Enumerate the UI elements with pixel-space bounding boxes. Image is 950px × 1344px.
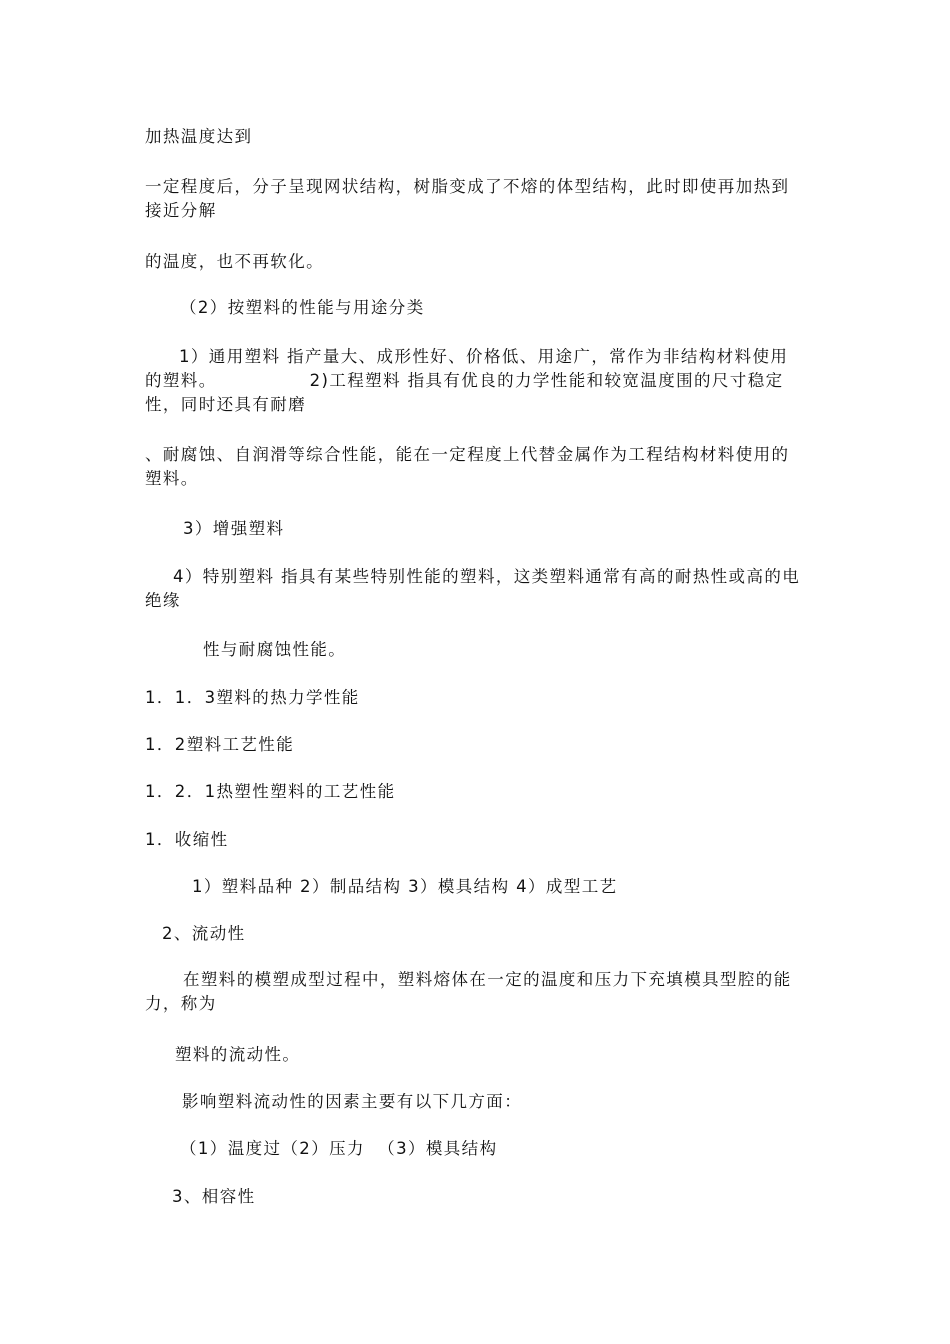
paragraph-heating-temperature: 加热温度达到 (145, 127, 253, 146)
paragraph-fluidity-definition-cont: 塑料的流动性。 (175, 1045, 301, 1064)
item-reinforced-plastics: 3）增强塑料 (183, 519, 285, 538)
paragraph-special-plastics-cont: 性与耐腐蚀性能。 (203, 640, 347, 659)
heading-classification-by-use: （2）按塑料的性能与用途分类 (180, 298, 425, 317)
heading-1-2-1: 1．2．1热塑性塑料的工艺性能 (145, 782, 396, 801)
heading-1-2: 1．2塑料工艺性能 (145, 735, 295, 754)
paragraph-engineering-plastics-cont: 、耐腐蚀、自润滑等综合性能，能在一定程度上代替金属作为工程结构材料使用的塑料。 (145, 445, 790, 488)
paragraph-general-engineering-plastics: 1）通用塑料 指产量大、成形性好、价格低、用途广，常作为非结构材料使用的塑料。 2)工程塑料 指具有优良的力学性能和较宽温度围的尺寸稳定性，同时还具有耐磨 (145, 347, 789, 414)
paragraph-no-softening: 的温度，也不再软化。 (145, 252, 324, 271)
paragraph-fluidity-factors: 影响塑料流动性的因素主要有以下几方面： (182, 1092, 523, 1111)
list-fluidity-factors: （1）温度过（2）压力 （3）模具结构 (180, 1139, 498, 1158)
list-shrinkage-factors: 1）塑料品种 2）制品结构 3）模具结构 4）成型工艺 (192, 877, 618, 896)
paragraph-special-plastics: 4）特别塑料 指具有某些特别性能的塑料，这类塑料通常有高的耐热性或高的电绝缘 (145, 567, 801, 610)
heading-compatibility: 3、相容性 (172, 1187, 256, 1206)
paragraph-fluidity-definition: 在塑料的模塑成型过程中，塑料熔体在一定的温度和压力下充填模具型腔的能力，称为 (145, 970, 792, 1013)
heading-shrinkage: 1．收缩性 (145, 830, 229, 849)
heading-fluidity: 2、流动性 (162, 924, 246, 943)
heading-1-1-3: 1．1．3塑料的热力学性能 (145, 688, 360, 707)
paragraph-network-structure: 一定程度后，分子呈现网状结构，树脂变成了不熔的体型结构，此时即使再加热到接近分解 (145, 177, 790, 220)
